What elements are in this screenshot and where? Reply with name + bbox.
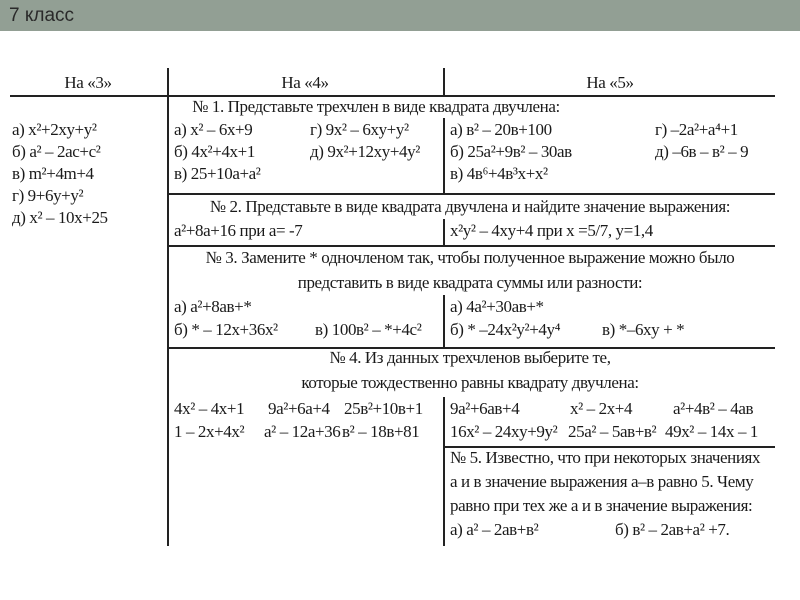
task4-col5-item: 49x² – 14x – 1 [665, 422, 758, 441]
header-grade-5: На «5» [586, 73, 634, 92]
divider [443, 397, 445, 546]
task1-col5-item: д) –6в – в² – 9 [655, 142, 749, 161]
task4-title: которые тождественно равны квадрату двучлена: [301, 373, 639, 392]
task3-title: № 3. Замените * одночленом так, чтобы полученное выражение можно было [205, 248, 735, 267]
col3-item: г) 9+6y+y² [12, 186, 84, 205]
task5-text: а и в значение выражения а–в равно 5. Чему [450, 472, 754, 491]
task4-col5-item: 9a²+6ав+4 [450, 399, 520, 418]
task1-col5-item: г) –2a²+a⁴+1 [655, 120, 738, 139]
task4-col4-item: 4x² – 4x+1 [174, 399, 245, 418]
header-grade-4: На «4» [281, 73, 329, 92]
task4-col5-item: x² – 2x+4 [570, 399, 633, 418]
task1-col5-item: а) в² – 20в+100 [450, 120, 552, 139]
task3-col4-item: в) 100в² – *+4c² [315, 320, 422, 339]
task5-text: № 5. Известно, что при некоторых значениях [450, 448, 761, 467]
divider [167, 245, 775, 247]
divider [167, 193, 775, 195]
task3-col5-item: а) 4a²+30ав+* [450, 297, 544, 316]
task3-col5-item: б) * –24x²y²+4y⁴ [450, 320, 561, 339]
task3-col4-item: а) a²+8ав+* [174, 297, 252, 316]
task1-col4-item: а) x² – 6x+9 [174, 120, 253, 139]
task2-title: № 2. Представьте в виде квадрата двучлена и найдите значение выражения: [209, 197, 731, 216]
task1-col4-item: г) 9x² – 6xy+y² [310, 120, 409, 139]
slide-title-bar [0, 0, 800, 31]
task1-col4-item: д) 9x²+12xy+4y² [310, 142, 420, 161]
task1-col4-item: б) 4x²+4x+1 [174, 142, 255, 161]
task4-col5-item: a²+4в² – 4ав [673, 399, 754, 418]
task4-col4-item: 25в²+10в+1 [344, 399, 423, 418]
divider [443, 219, 445, 245]
divider [167, 68, 169, 546]
col3-item: в) m²+4m+4 [12, 164, 94, 183]
task2-col4-item: a²+8a+16 при а= -7 [174, 221, 303, 240]
task3-col5-item: в) *–6xy + * [602, 320, 685, 339]
task1-col4-item: в) 25+10a+a² [174, 164, 261, 183]
task4-col4-item: в² – 18в+81 [342, 422, 420, 441]
task1-title: № 1. Представьте трехчлен в виде квадрата двучлена: [192, 97, 560, 116]
task4-col5-item: 25a² – 5ав+в² [568, 422, 657, 441]
task4-col5-item: 16x² – 24xy+9y² [450, 422, 558, 441]
task5-item: а) a² – 2ав+в² [450, 520, 539, 539]
header-grade-3: На «3» [64, 73, 112, 92]
task1-col5-item: б) 25a²+9в² – 30ав [450, 142, 572, 161]
slide-title: 7 класс [9, 5, 75, 26]
col3-item: д) x² – 10x+25 [12, 208, 108, 227]
divider [443, 118, 445, 193]
divider [443, 295, 445, 347]
task3-title: представить в виде квадрата суммы или разности: [297, 273, 643, 292]
task4-title: № 4. Из данных трехчленов выберите те, [329, 348, 611, 367]
divider [443, 68, 445, 95]
task4-col4-item: 9a²+6a+4 [268, 399, 330, 418]
col3-item: а) x²+2xy+y² [12, 120, 97, 139]
task1-col5-item: в) 4в⁶+4в³x+x² [450, 164, 548, 183]
task4-col4-item: a² – 12a+36 [264, 422, 341, 441]
task5-text: равно при тех же а и в значение выражения: [450, 496, 753, 515]
task3-col4-item: б) * – 12x+36x² [174, 320, 278, 339]
task4-col4-item: 1 – 2x+4x² [174, 422, 245, 441]
task2-col5-item: x²y² – 4xy+4 при x =5/7, y=1,4 [450, 221, 653, 240]
col3-item: б) a² – 2ac+c² [12, 142, 101, 161]
task5-item: б) в² – 2ав+a² +7. [615, 520, 730, 539]
